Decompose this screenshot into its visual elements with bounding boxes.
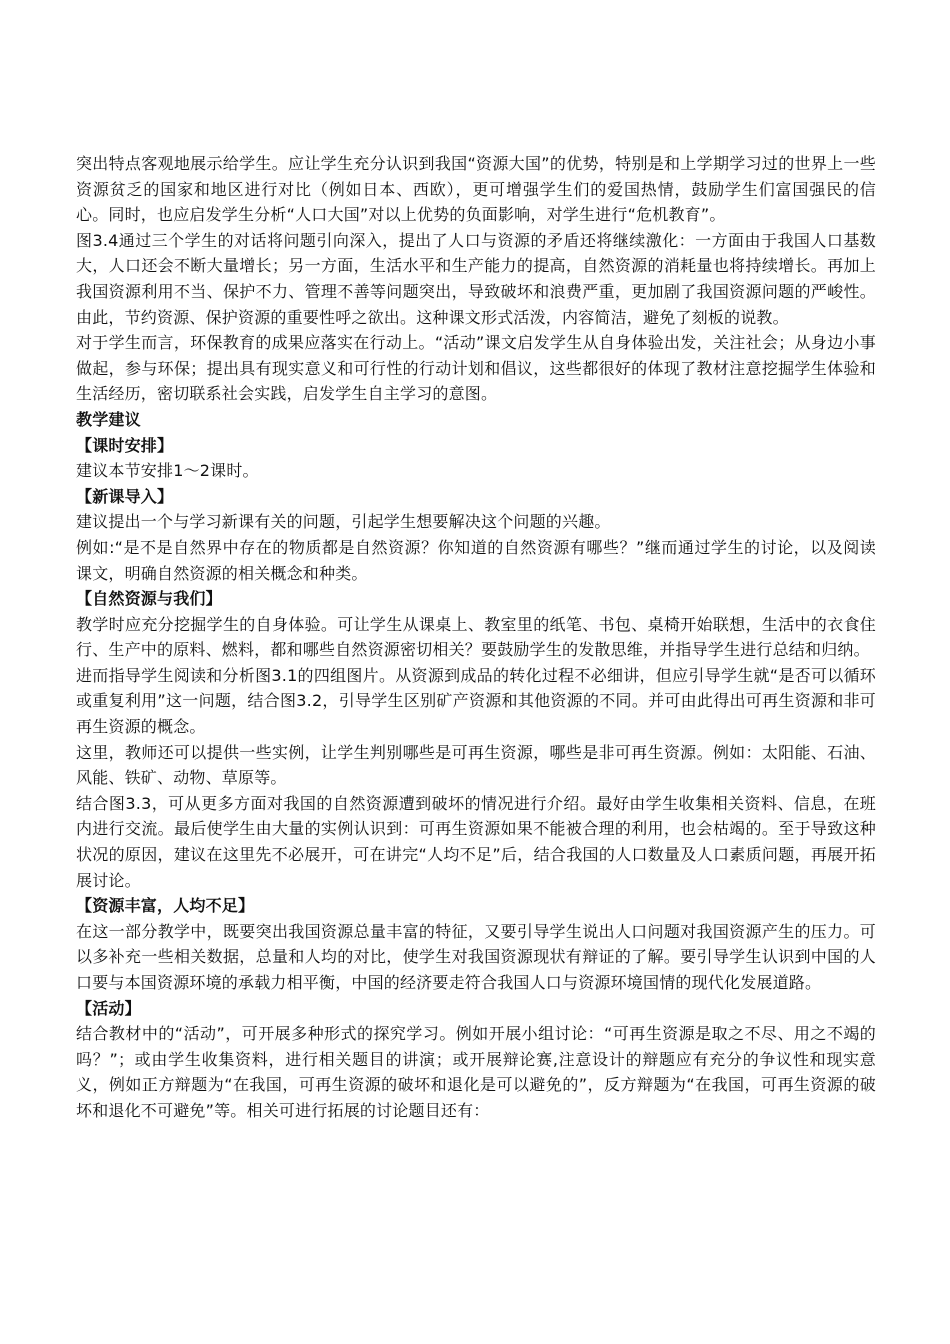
paragraph-intro-example: 例如:“是不是自然界中存在的物质都是自然资源？你知道的自然资源有哪些？”继而通过学生的讨论，以及阅读课文，明确自然资源的相关概念和种类。 [76, 537, 876, 583]
heading-rich-resources-low-per-capita: 【资源丰富，人均不足】 [76, 896, 255, 916]
heading-teaching-suggestions: 教学建议 [76, 409, 141, 429]
heading-class-schedule: 【课时安排】 [76, 435, 174, 455]
paragraph-class-schedule: 建议本节安排1～2课时。 [76, 461, 259, 481]
paragraph-intro-resources: 突出特点客观地展示给学生。应让学生充分认识到我国“资源大国”的优势，特别是和上学期学习过的世界上一些资源贫乏的国家和地区进行对比（例如日本、西欧），更可增强学生们的爱国热情，鼓励学生们富国强民的信心。同时，也应启发学生分析“人口大国”对以上优势的负面影响，对学生进行“危机教育”。 [76, 154, 876, 225]
heading-activity: 【活动】 [76, 998, 141, 1018]
heading-natural-resources-and-us: 【自然资源与我们】 [76, 589, 222, 609]
paragraph-figure-3-3: 结合图3.3，可从更多方面对我国的自然资源遭到破坏的情况进行介绍。最好由学生收集相关资料、信息，在班内进行交流。最后使学生由大量的实例认识到：可再生资源如果不能被合理的利用，也会枯竭的。至于导致这种状况的原因，建议在这里先不必展开，可在讲完“人均不足”后，结合我国的人口数量及人口素质问题，再展开拓展讨论。 [76, 793, 876, 890]
paragraph-figure-3-4: 图3.4通过三个学生的对话将问题引向深入，提出了人口与资源的矛盾还将继续激化：一方面由于我国人口基数大，人口还会不断大量增长；另一方面，生活水平和生产能力的提高，自然资源的消耗量也将持续增长。再加上我国资源利用不当、保护不力、管理不善等问题突出，导致破坏和浪费严重，更加剧了我国资源问题的严峻性。由此，节约资源、保护资源的重要性呼之欲出。这种课文形式活泼，内容简洁，避免了刻板的说教。 [76, 230, 876, 327]
paragraph-student-experience: 教学时应充分挖掘学生的自身体验。可让学生从课桌上、教室里的纸笔、书包、桌椅开始联想，生活中的衣食住行、生产中的原料、燃料，都和哪些自然资源密切相关？要鼓励学生的发散思维，并指导学生进行总结和归纳。 [76, 614, 876, 660]
paragraph-activity: 结合教材中的“活动”，可开展多种形式的探究学习。例如开展小组讨论：“可再生资源是取之不尽、用之不竭的吗？”；或由学生收集资料，进行相关题目的讲演；或开展辩论赛,注意设计的辩题应有充分的争议性和现实意义，例如正方辩题为“在我国，可再生资源的破坏和退化是可以避免的”，反方辩题为“在我国，可再生资源的破坏和退化不可避免”等。相关可进行拓展的讨论题目还有： [76, 1024, 876, 1120]
paragraph-intro-question: 建议提出一个与学习新课有关的问题，引起学生想要解决这个问题的兴趣。 [76, 512, 611, 532]
document-page [76, 151, 876, 1124]
paragraph-environmental-education: 对于学生而言，环保教育的成果应落实在行动上。“活动”课文启发学生从自身体验出发，关注社会；从身边小事做起，参与环保；提出具有现实意义和可行性的行动计划和倡议，这些都很好的体现了教材注意挖掘学生体验和生活经历，密切联系社会实践，启发学生自主学习的意图。 [76, 333, 876, 404]
paragraph-rich-resources: 在这一部分教学中，既要突出我国资源总量丰富的特征，又要引导学生说出人口问题对我国资源产生的压力。可以多补充一些相关数据，总量和人均的对比，使学生对我国资源现状有辩证的了解。要引导学生认识到中国的人口要与本国资源环境的承载力相平衡，中国的经济要走符合我国人口与资源环境国情的现代化发展道路。 [76, 921, 876, 992]
paragraph-examples: 这里，教师还可以提供一些实例，让学生判别哪些是可再生资源，哪些是非可再生资源。例如：太阳能、石油、风能、铁矿、动物、草原等。 [76, 742, 876, 788]
heading-new-lesson-intro: 【新课导入】 [76, 486, 174, 506]
paragraph-figure-3-1: 进而指导学生阅读和分析图3.1的四组图片。从资源到成品的转化过程不必细讲，但应引导学生就“是否可以循环或重复利用”这一问题，结合图3.2，引导学生区别矿产资源和其他资源的不同。并可由此得出可再生资源和非可再生资源的概念。 [76, 665, 876, 737]
